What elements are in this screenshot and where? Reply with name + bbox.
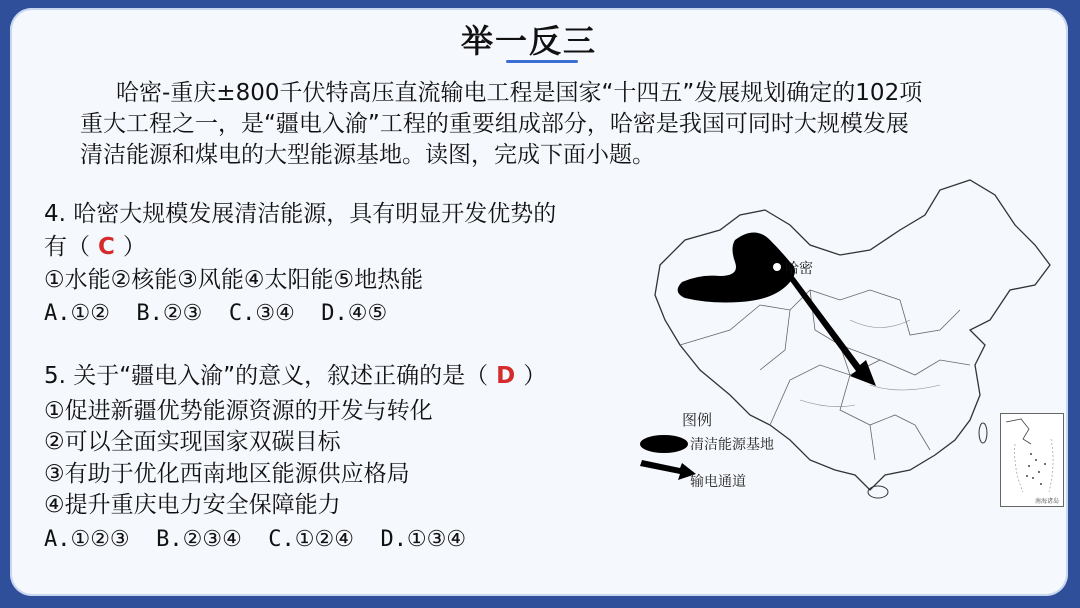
intro-line-3: 清洁能源和煤电的大型能源基地。读图，完成下面小题。: [80, 142, 655, 168]
q5-stem: [44, 357, 546, 390]
q4-answer: C: [98, 234, 115, 260]
q5-stem-post: ）: [523, 363, 547, 389]
q5-answer: D: [496, 363, 516, 389]
q5-stem-pre: 5. 关于“疆电入渝”的意义，叙述正确的是（: [44, 363, 489, 389]
q5-item-3: ③有助于优化西南地区能源供应格局: [44, 461, 410, 487]
south-china-sea-inset: [1000, 413, 1064, 507]
slide-title: 举一反三: [460, 22, 597, 60]
q4-stem-pre: 有（: [44, 234, 90, 260]
title-underline: [506, 60, 578, 63]
intro-line-2: 重大工程之一，是“疆电入渝”工程的重要组成部分，哈密是我国可同时大规模发展: [80, 111, 909, 137]
q5-item-1: ①促进新疆优势能源资源的开发与转化: [44, 398, 433, 424]
intro-line-1: 哈密-重庆±800千伏特高压直流输电工程是国家“十四五”发展规划确定的102项: [116, 80, 923, 106]
q5-item-4: ④提升重庆电力安全保障能力: [44, 492, 341, 518]
hami-label: 哈密: [785, 261, 813, 277]
legend-clean-label: 清洁能源基地: [690, 437, 774, 453]
inset-label: 南海诸岛: [1035, 498, 1060, 505]
legend-clean-symbol: [640, 435, 688, 453]
q4-options: A.①② B.②③ C.③④ D.④⑤: [44, 301, 388, 326]
legend-title: 图例: [682, 411, 713, 429]
legend-route-label: 输电通道: [690, 474, 746, 490]
title-wrap: [0, 16, 1058, 66]
inset-map: [1001, 414, 1063, 506]
q4-items: ①水能②核能③风能④太阳能⑤地热能: [44, 267, 424, 293]
q5-item-2: ②可以全面实现国家双碳目标: [44, 429, 341, 455]
q4-stem-line2: [44, 228, 146, 261]
legend-route-symbol: [640, 460, 696, 480]
q4-stem-post: ）: [122, 234, 146, 260]
q4-stem-line1: 4. 哈密大规模发展清洁能源，具有明显开发优势的: [44, 201, 557, 227]
q5-options: A.①②③ B.②③④ C.①②④ D.①③④: [44, 527, 467, 552]
intro-paragraph: [80, 78, 1030, 171]
